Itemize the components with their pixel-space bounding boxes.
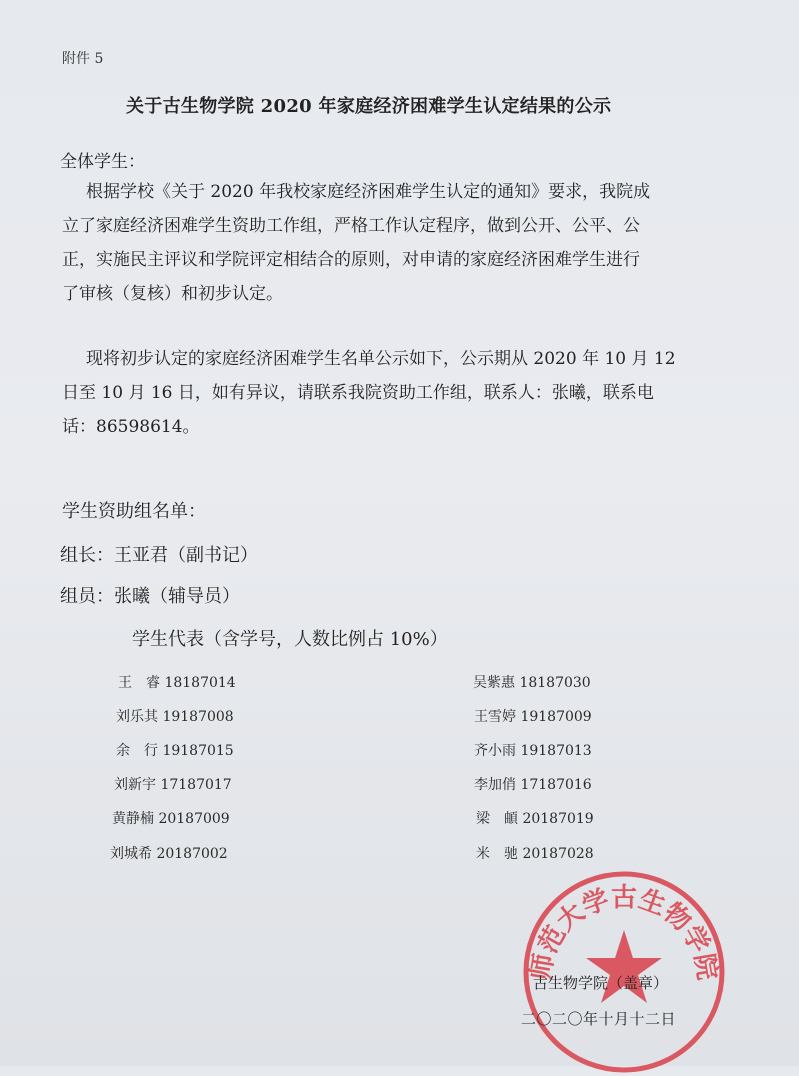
signature-unit: 古生物学院（盖章）	[533, 974, 669, 992]
paragraph-1-line: 正，实施民主评议和学院评定相结合的原则，对申请的家庭经济困难学生进行	[62, 250, 640, 270]
representatives-heading: 学生代表（含学号，人数比例占 10%）	[132, 629, 448, 650]
paragraph-2	[62, 342, 768, 444]
paragraph-1-line: 根据学校《关于 2020 年我校家庭经济困难学生认定的通知》要求，我院成	[86, 182, 651, 202]
student-left: 王 睿 18187014	[118, 675, 236, 691]
student-right: 米 驰 20187028	[476, 846, 594, 862]
greeting: 全体学生：	[60, 152, 145, 172]
student-right: 梁 頔 20187019	[476, 811, 594, 827]
student-left: 黄静楠 20187009	[112, 811, 230, 827]
paragraph-2-line: 话：86598614。	[62, 417, 200, 437]
paragraph-2-line: 日至 10 月 16 日，如有异议，请联系我院资助工作组，联系人：张曦，联系电	[62, 383, 654, 403]
group-leader: 组长：王亚君（副书记）	[60, 545, 258, 566]
student-left: 刘城希 20187002	[110, 846, 228, 862]
paragraph-1-line: 了审核（复核）和初步认定。	[62, 284, 283, 304]
document-title: 关于古生物学院 2020 年家庭经济困难学生认定结果的公示	[126, 96, 612, 117]
student-right: 王雪婷 19187009	[474, 709, 592, 725]
seal-text: 师范大学古生物学院	[526, 883, 722, 983]
student-right: 齐小雨 19187013	[474, 743, 592, 759]
student-right: 李加俏 17187016	[474, 777, 592, 793]
signature-date: 二〇二〇年十月十二日	[521, 1010, 677, 1028]
group-member: 组员：张曦（辅导员）	[60, 586, 240, 607]
paragraph-1-line: 立了家庭经济困难学生资助工作组，严格工作认定程序，做到公开、公平、公	[62, 216, 640, 236]
paragraph-1	[62, 175, 768, 311]
student-right: 吴紫惠 18187030	[473, 675, 591, 691]
student-left: 刘乐其 19187008	[116, 709, 234, 725]
group-heading: 学生资助组名单：	[62, 501, 206, 522]
student-left: 刘新宇 17187017	[114, 777, 232, 793]
attachment-label: 附件 5	[62, 51, 104, 67]
paragraph-2-line: 现将初步认定的家庭经济困难学生名单公示如下，公示期从 2020 年 10 月 12	[86, 349, 676, 369]
student-left: 余 行 19187015	[116, 743, 234, 759]
